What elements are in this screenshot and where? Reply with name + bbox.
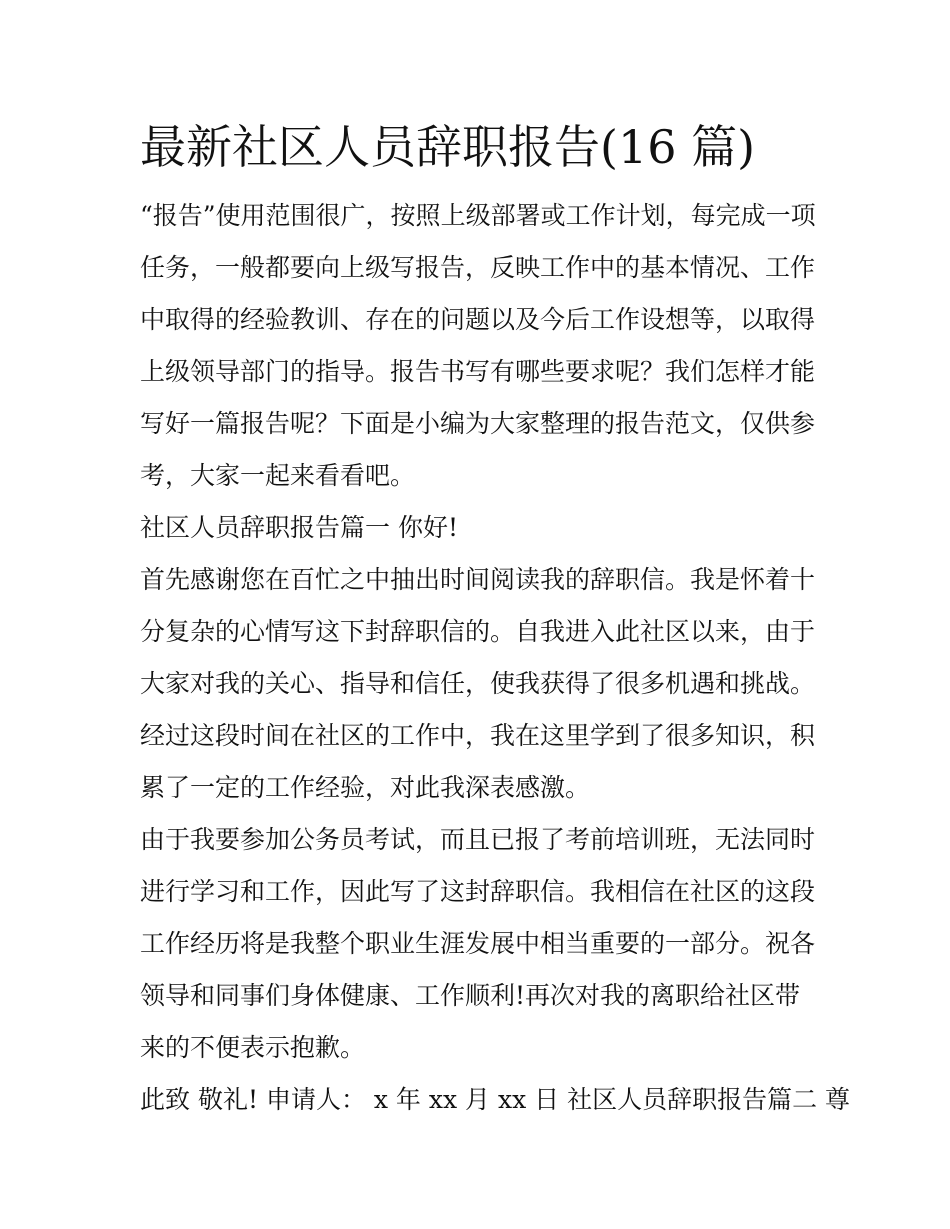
body-line: 经过这段时间在社区的工作中，我在这里学到了很多知识，积 xyxy=(140,721,816,750)
document-page xyxy=(140,110,851,1126)
body-line: 由于我要参加公务员考试，而且已报了考前培训班，无法同时 xyxy=(140,825,816,854)
body-line: 首先感谢您在百忙之中抽出时间阅读我的辞职信。我是怀着十 xyxy=(140,565,816,594)
body-line: 中取得的经验教训、存在的问题以及今后工作设想等，以取得 xyxy=(140,305,816,334)
body-line: 分复杂的心情写这下封辞职信的。自我进入此社区以来，由于 xyxy=(140,617,816,646)
body-line: 大家对我的关心、指导和信任，使我获得了很多机遇和挑战。 xyxy=(140,669,816,698)
body-line: 写好一篇报告呢？下面是小编为大家整理的报告范文，仅供参 xyxy=(140,409,816,438)
section-heading: 社区人员辞职报告篇一 你好! xyxy=(140,513,458,542)
body-line: 累了一定的工作经验，对此我深表感激。 xyxy=(140,773,591,802)
body-line: 工作经历将是我整个职业生涯发展中相当重要的一部分。祝各 xyxy=(140,929,816,958)
body-line: 考，大家一起来看看吧。 xyxy=(140,461,416,490)
body-line: 上级领导部门的指导。报告书写有哪些要求呢？我们怎样才能 xyxy=(140,357,816,386)
body-line: 领导和同事们身体健康、工作顺利!再次对我的离职给社区带 xyxy=(140,981,801,1010)
signature-line: 此致 敬礼! 申请人： x 年 xx 月 xx 日 社区人员辞职报告篇二 尊 xyxy=(140,1085,851,1114)
body-line: 来的不便表示抱歉。 xyxy=(140,1033,366,1062)
body-line: “报告”使用范围很广，按照上级部署或工作计划，每完成一项 xyxy=(140,201,816,230)
document-title: 最新社区人员辞职报告(16 篇) xyxy=(140,120,756,174)
body-line: 任务，一般都要向上级写报告，反映工作中的基本情况、工作 xyxy=(140,253,816,282)
document-body xyxy=(140,190,851,1126)
body-line: 进行学习和工作，因此写了这封辞职信。我相信在社区的这段 xyxy=(140,877,816,906)
